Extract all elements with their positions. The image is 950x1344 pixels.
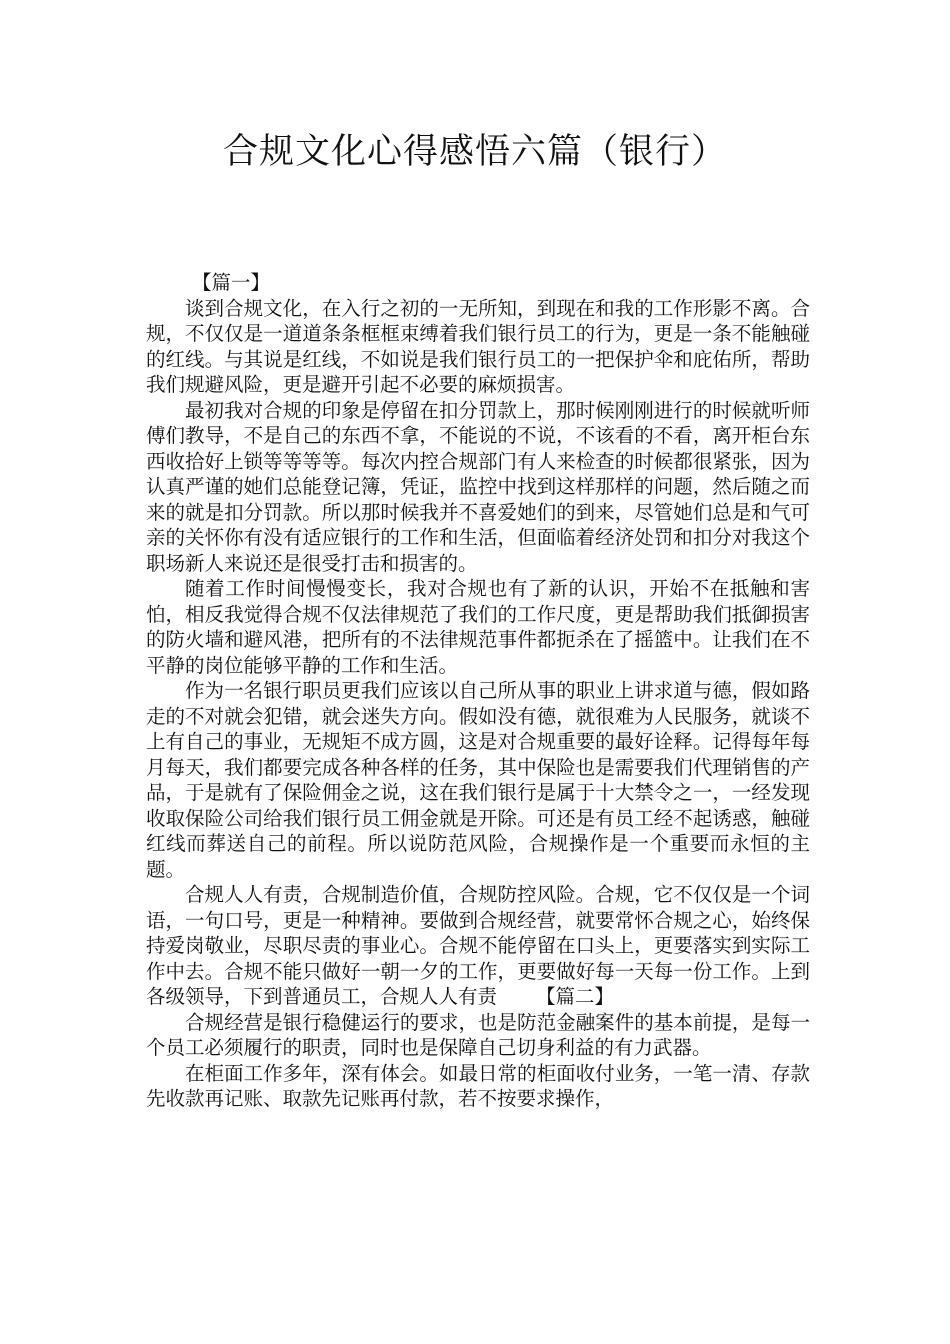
paragraph-5-text: 合规人人有责，合规制造价值，合规防控风险。合规，它不仅仅是一个词语，一句口号，更是一种精神。要做到合规经营，就要常怀合规之心，始终保持爱岗敬业，尽职尽责的事业心。合规不能停留在口头上，更要落实到实际工作中去。合规不能只做好一朝一夕的工作，更要做好每一天每一份工作。上到各级领导，下到普通员工，合规人人有责	[146, 883, 810, 1008]
document-body	[146, 270, 810, 1112]
paragraph-1: 谈到合规文化，在入行之初的一无所知，到现在和我的工作形影不离。合规，不仅仅是一道道条条框框束缚着我们银行员工的行为，更是一条不能触碰的红线。与其说是红线，不如说是我们银行员工的一把保护伞和庇佑所，帮助我们规避风险，更是避开引起不必要的麻烦损害。	[146, 296, 810, 396]
paragraph-6: 合规经营是银行稳健运行的要求，也是防范金融案件的基本前提，是每一个员工必须履行的职责，同时也是保障自己切身利益的有力武器。	[146, 1010, 810, 1059]
paragraph-7: 在柜面工作多年，深有体会。如最日常的柜面收付业务，一笔一清、存款先收款再记账、取款先记账再付款，若不按要求操作，	[146, 1061, 810, 1110]
paragraph-5	[146, 882, 810, 1010]
paragraph-2: 最初我对合规的印象是停留在扣分罚款上，那时候刚刚进行的时候就听师傅们教导，不是自己的东西不拿，不能说的不说，不该看的不看，离开柜台东西收拾好上锁等等等等。每次内控合规部门有人来检查的时候都很紧张，因为认真严谨的她们总能登记簿，凭证，监控中找到这样那样的问题，然后随之而来的就是扣分罚款。所以那时候我并不喜爱她们的到来，尽管她们总是和气可亲的关怀你有没有适应银行的工作和生活，但面临着经济处罚和扣分对我这个职场新人来说还是很受打击和损害的。	[146, 398, 810, 575]
section-two-label: 【篇二】	[536, 985, 615, 1008]
paragraph-3: 随着工作时间慢慢变长，我对合规也有了新的认识，开始不在抵触和害怕，相反我觉得合规不仅法律规范了我们的工作尺度，更是帮助我们抵御损害的防火墙和避风港，把所有的不法律规范事件都扼杀在了摇篮中。让我们在不平静的岗位能够平静的工作和生活。	[146, 577, 810, 677]
section-one-label: 【篇一】	[192, 271, 271, 294]
document-title: 合规文化心得感悟六篇（银行）	[222, 132, 727, 172]
paragraph-4: 作为一名银行职员更我们应该以自己所从事的职业上讲求道与德，假如路走的不对就会犯错，就会迷失方向。假如没有德，就很难为人民服务，就谈不上有自己的事业，无规矩不成方圆，这是对合规重要的最好诠释。记得每年每月每天，我们都要完成各种各样的任务，其中保险也是需要我们代理销售的产品，于是就有了保险佣金之说，这在我们银行是属于十大禁令之一，一经发现收取保险公司给我们银行员工佣金就是开除。可还是有员工经不起诱惑，触碰红线而葬送自己的前程。所以说防范风险，合规操作是一个重要而永恒的主题。	[146, 679, 810, 881]
